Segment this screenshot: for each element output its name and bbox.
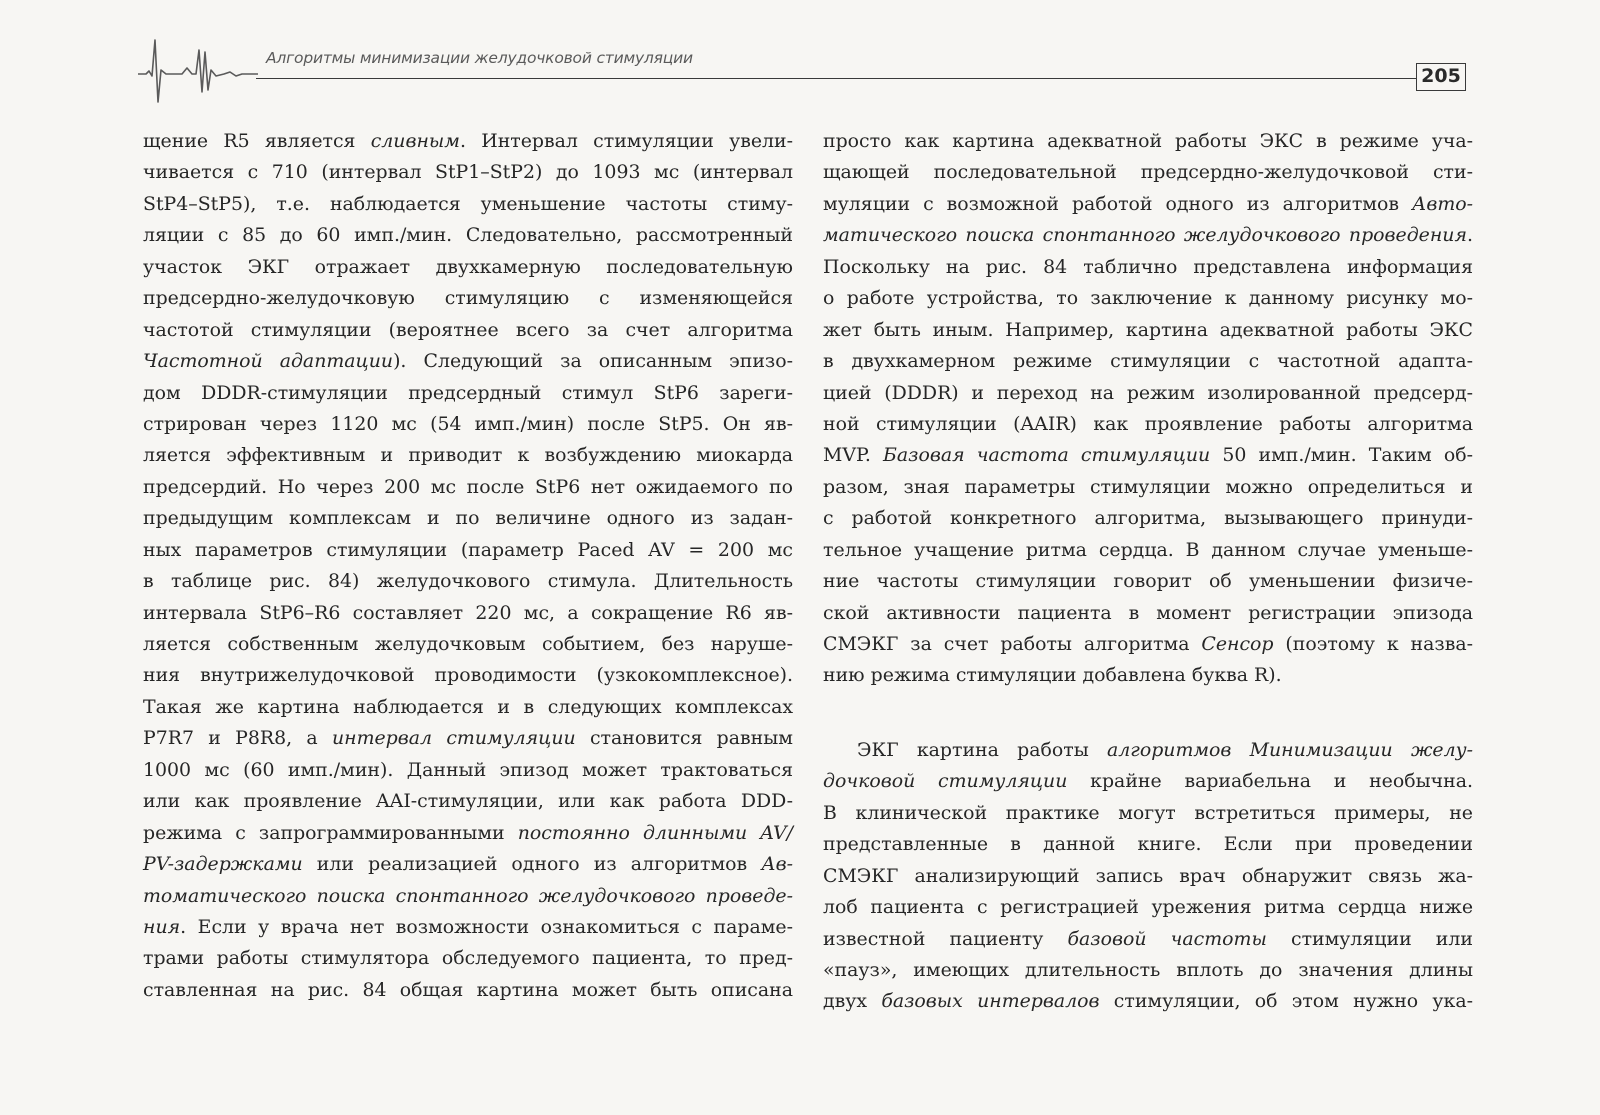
italic-term: алгоритмов Минимизации желу- bbox=[1107, 738, 1473, 761]
text-run: цией (DDDR) и переход на режим изолированной предсерд- bbox=[823, 381, 1473, 404]
text-line bbox=[143, 598, 793, 629]
italic-term: Ав- bbox=[761, 853, 793, 876]
text-run: 50 имп./мин. Таким об- bbox=[1210, 444, 1473, 467]
text-run: двух bbox=[823, 990, 882, 1013]
text-run: . bbox=[1466, 224, 1473, 247]
text-run: муляции с возможной работой одного из алгоритмов bbox=[823, 192, 1413, 215]
text-line bbox=[823, 735, 1473, 766]
text-run: дом DDDR-стимуляции предсердный стимул StP6 зареги- bbox=[143, 381, 793, 404]
text-line bbox=[823, 189, 1473, 220]
text-run: ние частоты стимуляции говорит об уменьшении физиче- bbox=[823, 570, 1473, 593]
text-line bbox=[143, 503, 793, 534]
text-run: В клинической практике могут встретиться примеры, не bbox=[823, 801, 1473, 824]
text-line bbox=[823, 829, 1473, 860]
text-run: «пауз», имеющих длительность вплоть до значения длины bbox=[823, 958, 1473, 981]
text-line bbox=[143, 755, 793, 786]
text-line bbox=[143, 535, 793, 566]
text-line bbox=[823, 955, 1473, 986]
text-line bbox=[823, 503, 1473, 534]
text-run: ляется собственным желудочковым событием, без наруше- bbox=[143, 633, 793, 655]
text-line bbox=[823, 283, 1473, 314]
text-line bbox=[823, 598, 1473, 629]
text-run: стимуляции, об этом нужно ука- bbox=[1099, 990, 1473, 1013]
text-line bbox=[143, 786, 793, 817]
italic-term: базовых интервалов bbox=[881, 990, 1100, 1013]
text-line bbox=[143, 849, 793, 880]
text-run: лоб пациента с регистрацией урежения ритма сердца ниже bbox=[823, 896, 1473, 919]
text-run: тельное учащение ритма сердца. В данном случае уменьше- bbox=[823, 538, 1473, 561]
text-run: крайне вариабельна и необычна. bbox=[1067, 770, 1473, 793]
text-run: (поэтому к назва- bbox=[1273, 633, 1473, 655]
text-line bbox=[143, 566, 793, 597]
text-line bbox=[143, 126, 793, 157]
text-run: интервала StP6–R6 составляет 220 мс, а сокращение R6 яв- bbox=[143, 601, 793, 624]
italic-term: Частотной адаптации bbox=[143, 350, 394, 373]
text-line bbox=[143, 346, 793, 377]
text-line bbox=[143, 723, 793, 754]
text-run: ляется эффективным и приводит к возбуждению миокарда bbox=[143, 444, 793, 467]
text-line bbox=[143, 472, 793, 503]
text-line bbox=[823, 378, 1473, 409]
text-run: ляции с 85 до 60 имп./мин. Следовательно, рассмотренный bbox=[143, 224, 793, 247]
text-line bbox=[823, 315, 1473, 346]
italic-term: Авто- bbox=[1412, 192, 1473, 215]
text-run: представленные в данной книге. Если при проведении bbox=[823, 833, 1473, 856]
text-line bbox=[143, 157, 793, 188]
text-line bbox=[143, 315, 793, 346]
text-run: Такая же картина наблюдается и в следующих комплексах bbox=[143, 695, 793, 718]
text-run: в двухкамерном режиме стимуляции с частотной адапта- bbox=[823, 350, 1473, 373]
text-run: 1000 мс (60 имп./мин). Данный эпизод может трактоваться bbox=[143, 758, 793, 781]
text-run: жет быть иным. Например, картина адекватной работы ЭКС bbox=[823, 318, 1473, 341]
text-line bbox=[143, 440, 793, 471]
text-line bbox=[143, 189, 793, 220]
text-run: предсердий. Но через 200 мс после StP6 нет ожидаемого по bbox=[143, 475, 793, 498]
text-line bbox=[143, 220, 793, 251]
text-run: трами работы стимулятора обследуемого пациента, то пред- bbox=[143, 947, 793, 970]
italic-term: дочковой стимуляции bbox=[823, 770, 1068, 793]
text-line bbox=[823, 440, 1473, 471]
text-line bbox=[823, 861, 1473, 892]
paragraph bbox=[823, 735, 1473, 1018]
text-line bbox=[823, 798, 1473, 829]
italic-term: Базовая частота стимуляции bbox=[883, 444, 1211, 467]
text-run: MVP. bbox=[823, 444, 883, 467]
text-run: ). Следующий за описанным эпизо- bbox=[393, 350, 793, 373]
text-run: ных параметров стимуляции (параметр Paced AV = 200 мс bbox=[143, 538, 793, 561]
text-run: чивается с 710 (интервал StP1–StP2) до 1093 мс (интервал bbox=[143, 161, 793, 184]
text-line bbox=[143, 378, 793, 409]
paragraph bbox=[823, 126, 1473, 692]
text-run: щающей последовательной предсердно-желудочковой сти- bbox=[823, 161, 1473, 184]
text-run: . Если у врача нет возможности ознакомиться с параме- bbox=[180, 915, 793, 938]
text-line bbox=[823, 924, 1473, 955]
text-run: предсердно-желудочковую стимуляцию с изменяющейся bbox=[143, 287, 793, 310]
text-line bbox=[823, 252, 1473, 283]
text-run: ской активности пациента в момент регистрации эпизода bbox=[823, 601, 1473, 624]
text-run: предыдущим комплексам и по величине одного из задан- bbox=[143, 507, 793, 530]
text-run: известной пациенту bbox=[823, 927, 1068, 950]
page-number: 205 bbox=[1416, 63, 1466, 91]
text-run: с работой конкретного алгоритма, вызывающего принуди- bbox=[823, 507, 1473, 530]
text-line bbox=[823, 157, 1473, 188]
text-line bbox=[823, 346, 1473, 377]
text-line bbox=[143, 283, 793, 314]
text-line bbox=[143, 692, 793, 723]
italic-term: сливным bbox=[370, 130, 460, 152]
text-run: P7R7 и P8R8, а bbox=[143, 727, 332, 750]
text-run: Поскольку на рис. 84 таблично представлена информация bbox=[823, 255, 1473, 278]
text-run: нию режима стимуляции добавлена буква R). bbox=[823, 664, 1282, 687]
italic-term: матического поиска спонтанного желудочкового проведения bbox=[823, 224, 1467, 247]
text-line bbox=[823, 629, 1473, 660]
italic-term: Сенсор bbox=[1201, 633, 1274, 655]
text-run: или как проявление AAI-стимуляции, или как работа DDD- bbox=[143, 790, 793, 813]
text-run: или реализацией одного из алгоритмов bbox=[302, 853, 762, 876]
text-line bbox=[143, 629, 793, 660]
text-line bbox=[823, 220, 1473, 251]
italic-term: томатического поиска спонтанного желудочкового проведе- bbox=[143, 884, 793, 907]
text-run: стимуляции или bbox=[1266, 927, 1473, 950]
text-run: в таблице рис. 84) желудочкового стимула. Длительность bbox=[143, 570, 793, 593]
text-line bbox=[143, 409, 793, 440]
left-column bbox=[143, 126, 793, 1006]
italic-term: постоянно длинными AV/ bbox=[517, 821, 793, 844]
italic-term: интервал стимуляции bbox=[331, 727, 576, 750]
text-line bbox=[143, 912, 793, 943]
text-run: становится равным bbox=[575, 727, 793, 750]
text-line bbox=[143, 818, 793, 849]
text-line bbox=[143, 660, 793, 691]
paragraph-gap bbox=[823, 692, 1473, 735]
text-run: о работе устройства, то заключение к данному рисунку мо- bbox=[823, 287, 1473, 310]
right-column bbox=[823, 126, 1473, 1018]
text-run: частотой стимуляции (вероятнее всего за счет алгоритма bbox=[143, 318, 793, 341]
text-run: щение R5 является bbox=[143, 130, 371, 152]
text-run: ставленная на рис. 84 общая картина может быть описана bbox=[143, 978, 793, 1001]
text-run: СМЭКГ анализирующий запись врач обнаружит связь жа- bbox=[823, 864, 1473, 887]
text-line bbox=[143, 943, 793, 974]
text-run: просто как картина адекватной работы ЭКС в режиме уча- bbox=[823, 130, 1473, 152]
text-line bbox=[143, 975, 793, 1006]
text-line bbox=[823, 766, 1473, 797]
italic-term: ния bbox=[143, 915, 181, 938]
text-line bbox=[823, 535, 1473, 566]
italic-term: базовой частоты bbox=[1067, 927, 1267, 950]
text-run: режима с запрограммированными bbox=[143, 821, 518, 844]
text-line bbox=[823, 566, 1473, 597]
text-run: ЭКГ картина работы bbox=[857, 738, 1107, 761]
italic-term: PV-задержками bbox=[143, 853, 303, 876]
text-line bbox=[823, 126, 1473, 157]
text-line bbox=[143, 252, 793, 283]
text-run: разом, зная параметры стимуляции можно определиться и bbox=[823, 475, 1473, 498]
text-run: ния внутрижелудочковой проводимости (узкокомплексное). bbox=[143, 664, 793, 687]
text-run: . Интервал стимуляции увели- bbox=[459, 130, 793, 152]
text-line bbox=[823, 660, 1473, 691]
text-run: ной стимуляции (AAIR) как проявление работы алгоритма bbox=[823, 412, 1473, 435]
header-rule bbox=[256, 78, 1416, 79]
text-run: СМЭКГ за счет работы алгоритма bbox=[823, 633, 1202, 655]
text-run: StP4–StP5), т.е. наблюдается уменьшение частоты стиму- bbox=[143, 192, 793, 215]
text-line bbox=[143, 881, 793, 912]
text-line bbox=[823, 892, 1473, 923]
text-line bbox=[823, 409, 1473, 440]
ecg-waveform-icon bbox=[138, 32, 258, 112]
text-line bbox=[823, 986, 1473, 1017]
text-line bbox=[823, 472, 1473, 503]
running-header-title: Алгоритмы минимизации желудочковой стимуляции bbox=[266, 49, 693, 67]
text-run: участок ЭКГ отражает двухкамерную последовательную bbox=[143, 255, 793, 278]
text-run: стрирован через 1120 мс (54 имп./мин) после StP5. Он яв- bbox=[143, 412, 793, 435]
